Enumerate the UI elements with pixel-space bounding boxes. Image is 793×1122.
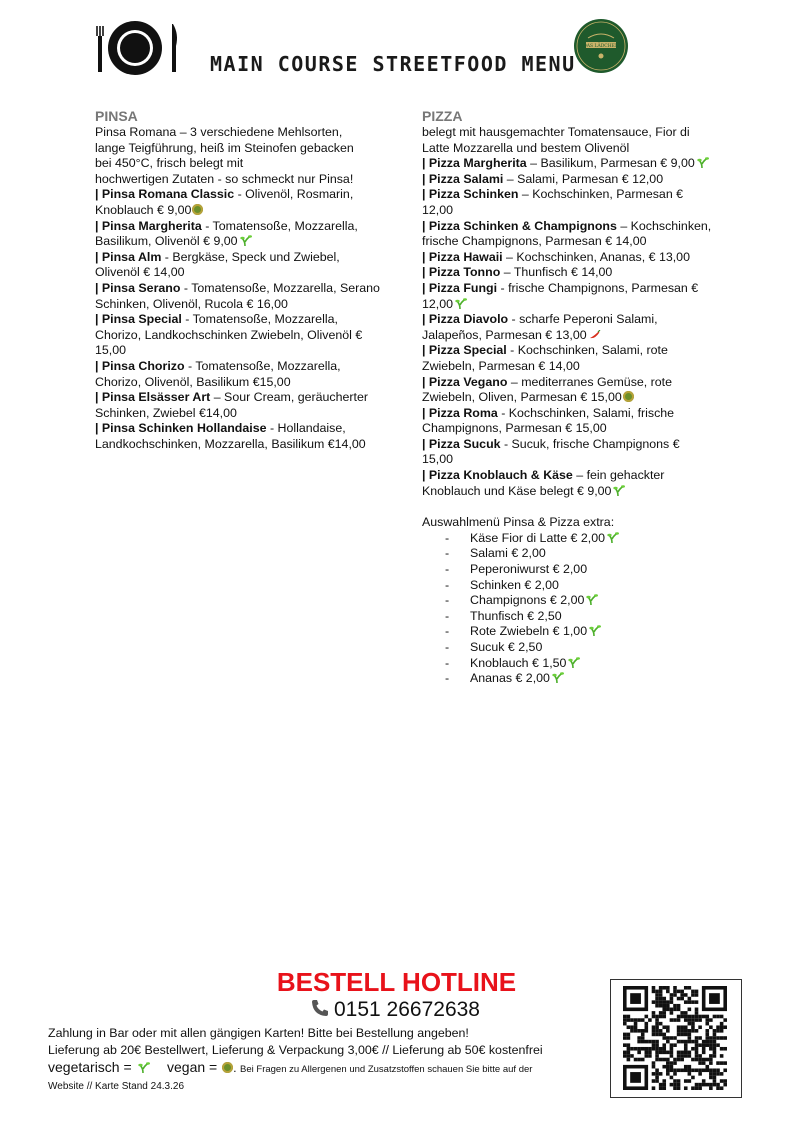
- pizza-item-name: | Pizza Knoblauch & Käse: [422, 468, 573, 483]
- pizza-item-name: | Pizza Salami: [422, 171, 504, 186]
- extra-bullet: -: [445, 608, 450, 623]
- pinsa-item-name: | Pinsa Alm: [95, 249, 162, 264]
- chili-icon: [589, 330, 601, 340]
- pizza-item: [422, 219, 712, 250]
- pizza-item: [422, 172, 712, 188]
- extra-label: Ananas € 2,00: [470, 671, 550, 686]
- qr-code[interactable]: [623, 986, 727, 1090]
- pizza-item: [422, 406, 712, 437]
- vegan-icon: [192, 204, 203, 215]
- extra-label: Knoblauch € 1,50: [470, 655, 567, 670]
- pizza-item: [422, 250, 712, 266]
- pinsa-item-name: | Pinsa Chorizo: [95, 358, 185, 373]
- menu-title: MAIN COURSE STREETFOOD MENU: [210, 52, 576, 76]
- pizza-item-name: | Pizza Fungi: [422, 280, 498, 295]
- sprout-icon: [613, 484, 625, 496]
- extra-bullet: -: [445, 530, 450, 545]
- pinsa-item: [95, 359, 385, 390]
- pinsa-intro-line: Pinsa Romana – 3 verschiedene Mehlsorten,: [95, 125, 343, 139]
- extra-label: Rote Zwiebeln € 1,00: [470, 624, 588, 639]
- pinsa-item-desc: - Tomatensoße, Mozzarella, Serano Schinken, Olivenöl, Rucola € 16,00: [95, 280, 380, 311]
- sprout-icon: [589, 624, 601, 636]
- extra-label: Schinken € 2,00: [470, 577, 559, 592]
- veg-legend-label: vegetarisch =: [48, 1059, 136, 1075]
- vegan-icon: [623, 391, 634, 402]
- pinsa-heading: PINSA: [95, 108, 138, 124]
- sprout-icon: [240, 234, 252, 246]
- pinsa-intro-line: hochwertigen Zutaten - so schmeckt nur Pinsa!: [95, 171, 354, 186]
- extras-section: [422, 515, 712, 687]
- pizza-item-desc: – Kochschinken, Parmesan € 12,00: [422, 187, 684, 217]
- pizza-item-desc: – Thunfisch € 14,00: [500, 265, 613, 280]
- pinsa-item-desc: - Bergkäse, Speck und Zwiebel, Olivenöl € 14,00: [95, 249, 340, 280]
- sprout-icon: [552, 671, 564, 683]
- pinsa-item-name: | Pinsa Margherita: [95, 218, 202, 233]
- pizza-item-desc: - Sucuk, frische Champignons € 15,00: [422, 436, 680, 467]
- pizza-item: [422, 312, 712, 343]
- pizza-item-name: | Pizza Tonno: [422, 265, 501, 280]
- pizza-item: [422, 281, 712, 312]
- extra-label: Salami € 2,00: [470, 546, 546, 561]
- badge-text: DAS LÄDCHEN: [583, 44, 619, 49]
- pinsa-intro: [95, 125, 385, 187]
- extra-item: [422, 562, 712, 578]
- pizza-item-desc: - Kochschinken, Salami, frische Champignons, Parmesan € 15,00: [422, 405, 675, 436]
- extra-bullet: -: [445, 624, 450, 639]
- pinsa-item-name: | Pinsa Romana Classic: [95, 187, 235, 202]
- allergen-note: Bei Fragen zu Allergenen und Zusatzstoffen schauen Sie bitte auf der: [240, 1064, 533, 1075]
- extra-item: [422, 609, 712, 625]
- pinsa-item-desc: - Tomatensoße, Mozzarella, Basilikum, Olivenöl € 9,00: [95, 218, 358, 249]
- legend-row: vegetarisch = vegan = . Bei Fragen zu Allergenen und Zusatzstoffen schauen Sie bitte auf der: [48, 1059, 533, 1075]
- pinsa-intro-line: lange Teigführung, heiß im Steinofen gebacken: [95, 140, 354, 155]
- pizza-item-name: | Pizza Margherita: [422, 156, 527, 171]
- pinsa-item-name: | Pinsa Elsässer Art: [95, 390, 211, 405]
- pizza-item-list: [422, 156, 712, 499]
- sprout-icon: [138, 1061, 150, 1073]
- pizza-item-name: | Pizza Sucuk: [422, 436, 501, 451]
- extra-bullet: -: [445, 655, 450, 670]
- extra-label: Käse Fior di Latte € 2,00: [470, 530, 606, 545]
- extra-bullet: -: [445, 562, 450, 577]
- extra-item: [422, 624, 712, 640]
- pinsa-item-desc: - Hollandaise, Landkochschinken, Mozzarella, Basilikum €14,00: [95, 421, 366, 451]
- pizza-item-desc: – Salami, Parmesan € 12,00: [503, 171, 664, 186]
- pinsa-item: [95, 250, 385, 281]
- pinsa-item-name: | Pinsa Schinken Hollandaise: [95, 421, 267, 436]
- payment-info: Zahlung in Bar oder mit allen gängigen Karten! Bitte bei Bestellung angeben!: [48, 1026, 469, 1040]
- sprout-icon: [568, 656, 580, 668]
- extras-heading: Auswahlmenü Pinsa & Pizza extra:: [422, 515, 615, 530]
- extras-list: [422, 531, 712, 687]
- extra-bullet: -: [445, 546, 450, 561]
- pinsa-item: [95, 390, 385, 421]
- vegan-legend-label: vegan =: [167, 1059, 222, 1075]
- extra-item: [422, 640, 712, 656]
- card-stand: Website // Karte Stand 24.3.26: [48, 1081, 185, 1092]
- pinsa-item: [95, 187, 385, 218]
- pizza-intro: belegt mit hausgemachter Tomatensauce, Fior di Latte Mozzarella und bestem Olivenöl: [422, 125, 690, 155]
- pizza-item-name: | Pizza Hawaii: [422, 249, 503, 264]
- pizza-item-name: | Pizza Vegano: [422, 374, 508, 389]
- extra-label: Thunfisch € 2,50: [470, 608, 562, 623]
- pizza-item-name: | Pizza Special: [422, 343, 507, 358]
- phone-icon: [310, 998, 330, 1018]
- das-laedchen-badge: [573, 18, 629, 74]
- pinsa-item: [95, 219, 385, 250]
- pinsa-item: [95, 421, 385, 452]
- pizza-item: [422, 343, 712, 374]
- extra-item: [422, 656, 712, 672]
- pizza-item-desc: – Kochschinken, Ananas, € 13,00: [502, 249, 690, 264]
- delivery-info: Lieferung ab 20€ Bestellwert, Lieferung & Verpackung 3,00€ // Lieferung ab 50€ kostenfrei: [48, 1043, 543, 1057]
- pizza-item: [422, 437, 712, 468]
- pinsa-item-desc: - Tomatensoße, Mozzarella, Chorizo, Olivenöl, Basilikum €15,00: [95, 358, 341, 389]
- sprout-icon: [607, 531, 619, 543]
- pinsa-section: [95, 107, 385, 452]
- pizza-item-name: | Pizza Diavolo: [422, 312, 509, 327]
- hotline-title: BESTELL HOTLINE: [276, 967, 517, 997]
- pizza-item: [422, 468, 712, 499]
- pizza-item-desc: – Kochschinken, frische Champignons, Parmesan € 14,00: [422, 218, 712, 249]
- pinsa-item: [95, 312, 385, 359]
- pizza-item-desc: - scharfe Peperoni Salami, Jalapeños, Parmesan € 13,00: [422, 312, 658, 342]
- sprout-icon: [697, 156, 709, 168]
- extra-label: Champignons € 2,00: [470, 593, 585, 608]
- pizza-item-name: | Pizza Schinken: [422, 187, 519, 202]
- pizza-item-desc: – mediterranes Gemüse, rote Zwiebeln, Oliven, Parmesan € 15,00: [422, 374, 673, 405]
- pizza-section: [422, 107, 712, 687]
- pizza-item-desc: - Kochschinken, Salami, rote Zwiebeln, Parmesan € 14,00: [422, 343, 668, 373]
- sprout-icon: [586, 593, 598, 605]
- pinsa-intro-line: bei 450°C, frisch belegt mit: [95, 156, 244, 171]
- pinsa-item-list: [95, 187, 385, 452]
- extra-label: Peperoniwurst € 2,00: [470, 562, 588, 577]
- main-course-logo: [95, 20, 181, 76]
- extra-bullet: -: [445, 640, 450, 654]
- hotline-phone[interactable]: [310, 998, 480, 1022]
- pizza-heading: PIZZA: [422, 108, 463, 124]
- pizza-item: [422, 187, 712, 218]
- pizza-item-name: | Pizza Roma: [422, 405, 498, 420]
- extra-item: [422, 531, 712, 547]
- pizza-item: [422, 156, 712, 172]
- sprout-icon: [455, 297, 467, 309]
- extra-item: [422, 546, 712, 562]
- footer-info: [48, 1025, 608, 1095]
- extra-item: [422, 578, 712, 594]
- pinsa-item-desc: – Sour Cream, geräucherter Schinken, Zwiebel €14,00: [95, 390, 368, 420]
- extra-bullet: -: [445, 671, 450, 686]
- pinsa-item: [95, 281, 385, 312]
- pinsa-item-name: | Pinsa Serano: [95, 280, 181, 295]
- pizza-item-desc: – fein gehackter Knoblauch und Käse belegt € 9,00: [422, 468, 665, 498]
- pizza-item-name: | Pizza Schinken & Champignons: [422, 218, 617, 233]
- vegan-icon: [222, 1062, 233, 1073]
- pizza-item: [422, 375, 712, 406]
- extra-bullet: -: [445, 577, 450, 592]
- extra-item: [422, 671, 712, 687]
- pinsa-item-name: | Pinsa Special: [95, 312, 182, 327]
- pizza-item: [422, 265, 712, 281]
- extra-label: Sucuk € 2,50: [470, 640, 543, 654]
- pizza-item-desc: – Basilikum, Parmesan € 9,00: [526, 156, 695, 171]
- pizza-item-desc: - frische Champignons, Parmesan € 12,00: [422, 280, 699, 311]
- pinsa-item-desc: - Tomatensoße, Mozzarella, Chorizo, Landkochschinken Zwiebeln, Olivenöl € 15,00: [95, 312, 363, 358]
- extra-item: [422, 593, 712, 609]
- pinsa-item-desc: - Olivenöl, Rosmarin, Knoblauch € 9,00: [95, 187, 354, 217]
- phone-number: 0151 26672638: [334, 998, 480, 1021]
- extra-bullet: -: [445, 593, 450, 608]
